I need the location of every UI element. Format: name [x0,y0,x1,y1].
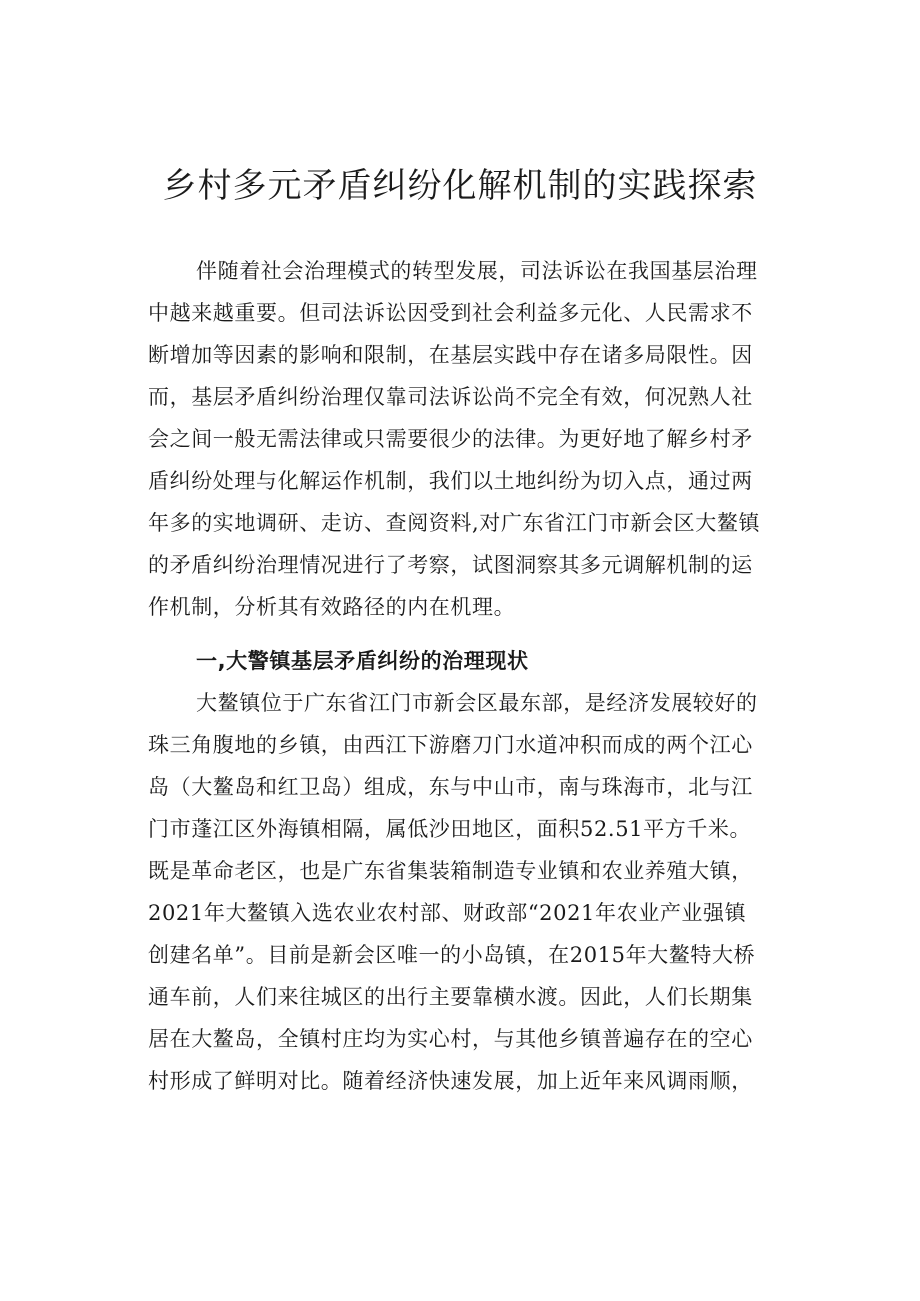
text-line: 的矛盾纠纷治理情况进行了考察，试图洞察其多元调解机制的运 [148,553,753,577]
text-line: 创建名单”。目前是新会区唯一的小岛镇，在2015年大鳌特大桥 [148,943,756,967]
text-line: 中越来越重要。但司法诉讼因受到社会利益多元化、人民需求不 [148,301,753,325]
text-line: 伴随着社会治理模式的转型发展，司法诉讼在我国基层治理 [196,259,758,283]
text-line: 既是革命老区，也是广东省集装箱制造专业镇和农业养殖大镇， [148,859,753,883]
text-line: 通车前，人们来往城区的出行主要靠横水渡。因此，人们长期集 [148,985,753,1009]
text-line: 盾纠纷处理与化解运作机制，我们以土地纠纷为切入点，通过两 [148,469,753,493]
text-line: 大鳌镇位于广东省江门市新会区最东部，是经济发展较好的 [196,691,758,715]
text-line: 年多的实地调研、走访、查阅资料,对广东省江门市新会区大鳌镇 [148,511,761,535]
text-line: 作机制，分析其有效路径的内在机理。 [148,595,516,619]
text-line: 而，基层矛盾纠纷治理仅靠司法诉讼尚不完全有效，何况熟人社 [148,385,753,409]
paragraph-section-one [148,682,808,1102]
text-line: 岛（大鳌岛和红卫岛）组成，东与中山市，南与珠海市，北与江 [148,775,753,799]
text-line: 门市蓬江区外海镇相隔，属低沙田地区，面积52.51平方千米。 [148,817,752,841]
text-line: 村形成了鲜明对比。随着经济快速发展，加上近年来风调雨顺， [148,1069,753,1093]
text-line: 断增加等因素的影响和限制，在基层实践中存在诸多局限性。因 [148,343,753,367]
text-line: 会之间一般无需法律或只需要很少的法律。为更好地了解乡村矛 [148,427,753,451]
section-heading: 一,大警镇基层矛盾纠纷的治理现状 [196,649,529,673]
document-title: 乡村多元矛盾纠纷化解机制的实践探索 [162,166,758,206]
text-line: 2021年大鳌镇入选农业农村部、财政部“2021年农业产业强镇 [148,901,747,925]
paragraph-intro [148,250,808,628]
text-line: 珠三角腹地的乡镇，由西江下游磨刀门水道冲积而成的两个江心 [148,733,753,757]
text-line: 居在大鳌岛，全镇村庄均为实心村，与其他乡镇普遍存在的空心 [148,1027,753,1051]
